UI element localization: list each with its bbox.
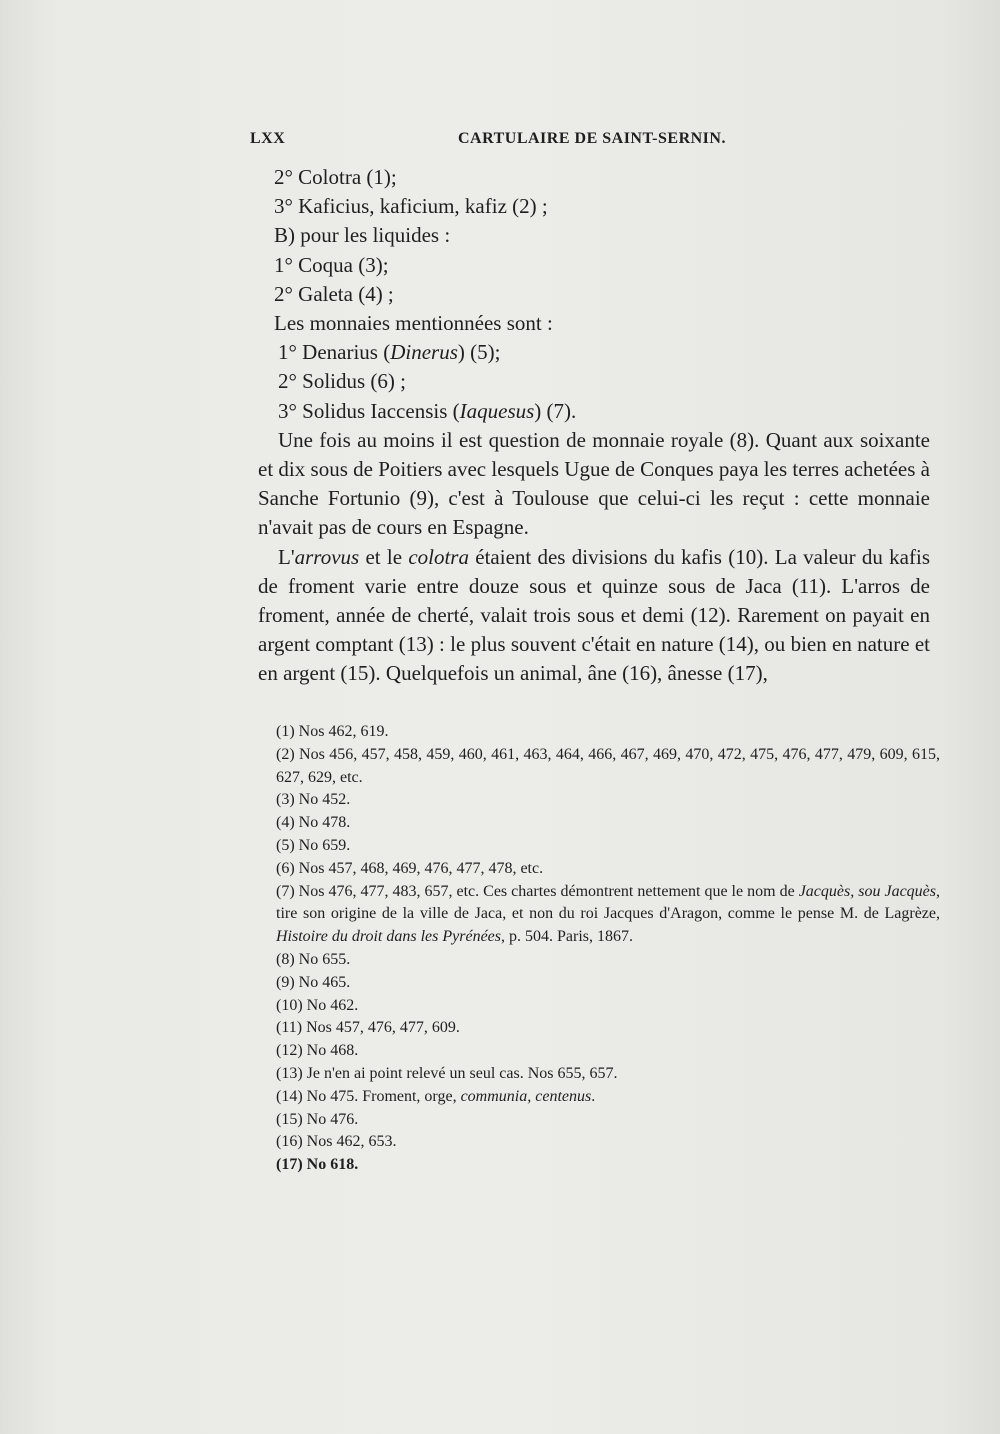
list-item: 3° Kaficius, kaficium, kafiz (2) ; [274, 194, 548, 219]
page-number: LXX [250, 130, 286, 147]
main-text [258, 163, 930, 689]
list-item: 2° Galeta (4) ; [274, 281, 394, 306]
footnote: (13) Je n'en ai point relevé un seul cas. Nos 655, 657. [276, 1064, 618, 1082]
list-item: 1° Coqua (3); [274, 252, 389, 277]
footnote: (2) Nos 456, 457, 458, 459, 460, 461, 463, 464, 466, 467, 469, 470, 472, 475, 476, 477, 479, 609, 615, 627, 629, etc. [276, 745, 940, 786]
list-item: 3° Solidus Iaccensis (Iaquesus) (7). [278, 398, 577, 423]
list-item: 2° Colotra (1); [274, 165, 397, 189]
list-item: 1° Denarius (Dinerus) (5); [278, 340, 501, 365]
running-header [250, 130, 940, 154]
list-item: 2° Solidus (6) ; [278, 369, 406, 394]
paragraph: Une fois au moins il est question de monnaie royale (8). Quant aux soixante et dix sous de Poitiers avec lesquels Ugue de Conques paya les terres achetées à Sanche Fortunio (9), c'est à Toulouse que celui-ci les reçut : cette monnaie n'avait pas de cours en Espagne. [258, 427, 930, 540]
footnote: (5) No 659. [276, 836, 351, 854]
paragraph: L'arrovus et le colotra étaient des divisions du kafis (10). La valeur du kafis de froment varie entre douze sous et quinze sous de Jaca (11). L'arros de froment, année de cherté, valait trois sous et demi (12). Rarement on payait en argent comptant (13) : le plus souvent c'était en nature (14), ou bien en nature et en argent (15). Quelquefois un animal, âne (16), ânesse (17), [258, 544, 930, 686]
footnotes [260, 721, 940, 1177]
footnote: (6) Nos 457, 468, 469, 476, 477, 478, etc. [276, 859, 544, 877]
footnote: (17) No 618. [276, 1156, 359, 1174]
footnote: (10) No 462. [276, 996, 359, 1014]
footnote: (14) No 475. Froment, orge, communia, centenus. [276, 1087, 596, 1105]
footnote: (4) No 478. [276, 814, 351, 832]
footnote: (3) No 452. [276, 791, 351, 809]
section-heading-coins: Les monnaies mentionnées sont : [274, 311, 553, 336]
footnote: (7) Nos 476, 477, 483, 657, etc. Ces chartes démontrent nettement que le nom de Jacquès, sou Jacquès, tire son origine de la ville de Jaca, et non du roi Jacques d'Aragon, comme le pense M. de Lagrèze, Histoire du droit dans les Pyrénées, p. 504. Paris, 1867. [276, 882, 940, 946]
footnote: (9) No 465. [276, 973, 351, 991]
section-heading-liquids: B) pour les liquides : [274, 223, 451, 248]
footnote: (8) No 655. [276, 950, 351, 968]
footnote: (15) No 476. [276, 1110, 359, 1128]
footnote: (11) Nos 457, 476, 477, 609. [276, 1019, 460, 1037]
footnote: (1) Nos 462, 619. [276, 723, 389, 740]
running-title: CARTULAIRE DE SAINT-SERNIN. [458, 130, 726, 147]
footnote: (12) No 468. [276, 1042, 359, 1060]
footnote: (16) Nos 462, 653. [276, 1133, 397, 1151]
